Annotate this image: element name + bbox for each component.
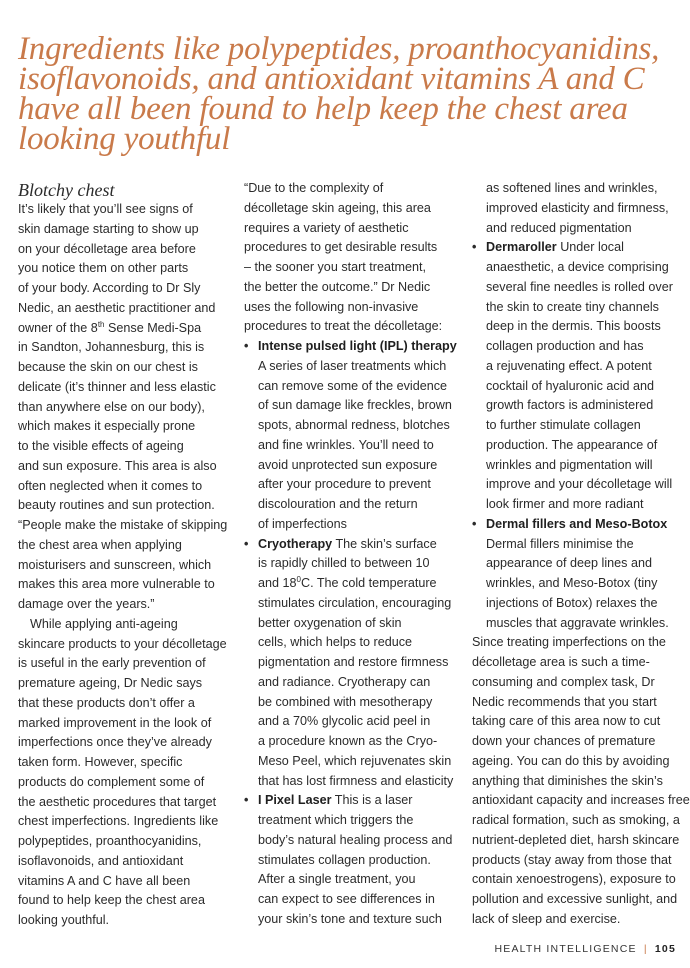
body-line: cocktail of hyaluronic acid and [486, 378, 655, 393]
pull-quote [18, 31, 678, 157]
body-line: of your body. According to Dr Sly [18, 281, 201, 295]
page-footer [494, 943, 676, 955]
body-text: C. The cold temperature [300, 576, 437, 590]
body-line: on your décolletage area before [18, 241, 196, 256]
body-line: be combined with mesotherapy [258, 694, 433, 709]
body-line: the aesthetic procedures that target [18, 794, 217, 809]
body-line: makes this area more vulnerable to [18, 577, 215, 592]
body-line [244, 574, 466, 594]
body-line: spots, abnormal redness, blotches [258, 418, 450, 432]
body-line: products (stay away from those that [472, 852, 672, 867]
body-line: taking care of this area now to cut [472, 714, 661, 729]
body-line: the skin to create tiny channels [486, 299, 659, 314]
body-line: deep in the dermis. This boosts [486, 319, 661, 334]
body-line: isoflavonoids, and antioxidant [18, 853, 184, 868]
bullet-icon: • [472, 240, 477, 255]
body-line: appearance of deep lines and [486, 556, 652, 571]
body-line: procedures to get desirable results [244, 240, 438, 255]
body-text: This is a laser [331, 793, 413, 808]
body-line: Nedic recommends that you start [472, 694, 657, 709]
body-line: and sun exposure. This area is also [18, 458, 217, 473]
bullet-icon: • [244, 339, 249, 353]
body-line: can remove some of the evidence [258, 378, 448, 393]
body-line: delicate (it’s thinner and less elastic [18, 379, 216, 394]
body-line: looking youthful. [18, 913, 110, 927]
body-line: because the skin on our chest is [18, 360, 198, 374]
body-line: procedures to treat the décolletage: [244, 319, 443, 334]
body-line: Nedic, an aesthetic practitioner and [18, 300, 216, 315]
body-line: that these products don’t offer a [18, 695, 195, 710]
body-line: improve and your décolletage will [486, 477, 673, 492]
body-line: after your procedure to prevent [258, 477, 431, 492]
bullet-title: Dermal fillers and Meso-Botox [486, 516, 668, 531]
body-line: stimulates collagen production. [258, 852, 431, 867]
column-3 [472, 179, 690, 930]
bullet-icon: • [244, 536, 249, 551]
body-line: – the sooner you start treatment, [244, 260, 427, 274]
body-line: décolletage skin ageing, this area [244, 200, 431, 215]
body-line: skincare products to your décolletage [18, 636, 227, 651]
body-line: growth factors is administered [486, 398, 654, 413]
bullet-title: Intense pulsed light (IPL) therapy [258, 339, 457, 353]
body-line: and a 70% glycolic acid peel in [258, 714, 431, 729]
body-line: production. The appearance of [486, 437, 658, 452]
pull-quote-line: looking youthful [18, 121, 231, 157]
body-line: Dermal fillers minimise the [486, 536, 634, 551]
body-text: The skin’s surface [332, 536, 437, 551]
bullet-icon: • [472, 516, 477, 531]
body-line: nutrient-depleted diet, harsh skincare [472, 832, 680, 847]
body-line: “People make the mistake of skipping [18, 518, 228, 532]
bullet-title: I Pixel Laser [258, 793, 332, 808]
body-line: skin damage starting to show up [18, 221, 199, 236]
body-line: anaesthetic, a device comprising [486, 260, 669, 274]
body-line: to further stimulate collagen [486, 418, 641, 432]
body-line: While applying anti-ageing [30, 616, 178, 631]
body-line: radical formation, such as smoking, a [472, 813, 680, 827]
body-line [18, 319, 238, 339]
body-line: to the visible effects of ageing [18, 439, 184, 453]
body-line: contain xenoestrogens), exposure to [472, 872, 676, 887]
body-line: body’s natural healing process and [258, 832, 453, 847]
body-line: the better the outcome.” Dr Nedic [244, 279, 431, 294]
column-1 [18, 180, 238, 931]
body-line: moisturisers and sunscreen, which [18, 557, 212, 572]
body-line: premature ageing, Dr Nedic says [18, 676, 203, 690]
body-line: treatment which triggers the [258, 813, 414, 827]
body-line: that has lost firmness and elasticity [258, 773, 454, 788]
body-line: pigmentation and restore firmness [258, 655, 449, 669]
body-line: marked improvement in the look of [18, 715, 212, 730]
body-text: Sense Medi-Spa [104, 320, 202, 335]
superscript: th [97, 319, 105, 329]
body-line: pollution and excessive sunlight, and [472, 892, 678, 906]
body-line: better oxygenation of skin [258, 615, 402, 630]
body-line: “Due to the complexity of [244, 181, 384, 195]
body-line: ageing. You can do this by avoiding [472, 753, 670, 768]
body-line: and fine wrinkles. You’ll need to [258, 437, 434, 452]
body-line: as softened lines and wrinkles, [486, 181, 658, 195]
body-line: in Sandton, Johannesburg, this is [18, 340, 205, 355]
body-line: It’s likely that you’ll see signs of [18, 202, 193, 216]
body-line: several fine needles is rolled over [486, 279, 673, 294]
body-line: of sun damage like freckles, brown [258, 398, 452, 413]
body-line: look firmer and more radiant [486, 497, 644, 511]
bullet-icon: • [244, 793, 249, 808]
body-line: you notice them on other parts [18, 261, 189, 276]
body-line: and radiance. Cryotherapy can [258, 674, 431, 689]
bullet-title: Dermaroller [486, 240, 557, 255]
body-line: collagen production and has [486, 339, 644, 353]
body-line: vitamins A and C have all been [18, 873, 191, 888]
body-line: products do complement some of [18, 774, 205, 789]
pull-quote-line: Ingredients like polypeptides, proanthocyanidins, [18, 31, 660, 67]
pull-quote-line: isoflavonoids, and antioxidant vitamins A and C [18, 61, 645, 97]
body-line: discolouration and the return [258, 497, 418, 511]
column-2 [244, 179, 466, 930]
body-line: requires a variety of aesthetic [244, 220, 409, 235]
body-line: injections of Botox) relaxes the [486, 595, 658, 610]
body-text: owner of the 8 [18, 320, 98, 335]
body-line: the chest area when applying [18, 537, 182, 552]
body-line: uses the following non-invasive [244, 299, 419, 314]
body-line: than anywhere else on our body), [18, 399, 205, 414]
bullet-ipl [244, 337, 466, 357]
body-line: a rejuvenating effect. A potent [486, 358, 652, 373]
body-line: Since treating imperfections on the [472, 635, 666, 650]
body-line: polypeptides, proanthocyanidins, [18, 834, 202, 848]
body-line: imperfections once they’ve already [18, 735, 212, 750]
page-number: 105 [654, 943, 676, 955]
body-line: taken form. However, specific [18, 755, 183, 769]
bullet-cryotherapy [244, 535, 466, 555]
bullet-pixel-laser [244, 791, 466, 811]
body-line: and reduced pigmentation [486, 220, 632, 235]
body-line: A series of laser treatments which [258, 358, 447, 373]
body-line: Meso Peel, which rejuvenates skin [258, 753, 452, 768]
body-line: décolletage area is such a time- [472, 655, 650, 669]
body-line: avoid unprotected sun exposure [258, 457, 438, 472]
bullet-dermal-fillers [472, 515, 684, 535]
body-line: lack of sleep and exercise. [472, 911, 621, 926]
footer-separator: | [643, 943, 648, 955]
body-line: chest imperfections. Ingredients like [18, 814, 219, 829]
pull-quote-line: have all been found to help keep the chest area [18, 91, 628, 127]
body-line: your skin’s tone and texture such [258, 911, 442, 926]
body-line: is rapidly chilled to between 10 [258, 556, 430, 571]
body-text: Under local [556, 240, 624, 255]
body-line: consuming and complex task, Dr [472, 674, 655, 689]
bullet-title: Cryotherapy [258, 536, 333, 551]
body-line: down your chances of premature [472, 734, 656, 748]
body-line: damage over the years.” [18, 597, 155, 611]
body-line: beauty routines and sun protection. [18, 498, 215, 513]
body-line: cells, which helps to reduce [258, 635, 413, 650]
publication-name: HEALTH INTELLIGENCE [494, 943, 637, 955]
body-line: After a single treatment, you [258, 872, 416, 887]
body-line: often neglected when it comes to [18, 478, 203, 493]
body-line: anything that diminishes the skin’s [472, 773, 663, 788]
body-line: muscles that aggravate wrinkles. [486, 615, 669, 630]
body-line: can expect to see differences in [258, 892, 435, 906]
body-line: a procedure known as the Cryo- [258, 734, 438, 748]
body-line: improved elasticity and firmness, [486, 200, 669, 215]
body-line: stimulates circulation, encouraging [258, 595, 452, 610]
section-heading: Blotchy chest [18, 180, 115, 200]
superscript: 0 [296, 574, 301, 584]
bullet-dermaroller [472, 238, 684, 258]
body-line: which makes it especially prone [18, 419, 196, 434]
body-line: is useful in the early prevention of [18, 656, 206, 671]
body-line: wrinkles, and Meso-Botox (tiny [486, 576, 658, 590]
body-line: of imperfections [258, 516, 347, 531]
body-line: found to help keep the chest area [18, 893, 205, 908]
body-line: wrinkles and pigmentation will [486, 457, 653, 472]
body-line: antioxidant capacity and increases free [472, 793, 690, 808]
body-text: and 18 [258, 576, 297, 590]
